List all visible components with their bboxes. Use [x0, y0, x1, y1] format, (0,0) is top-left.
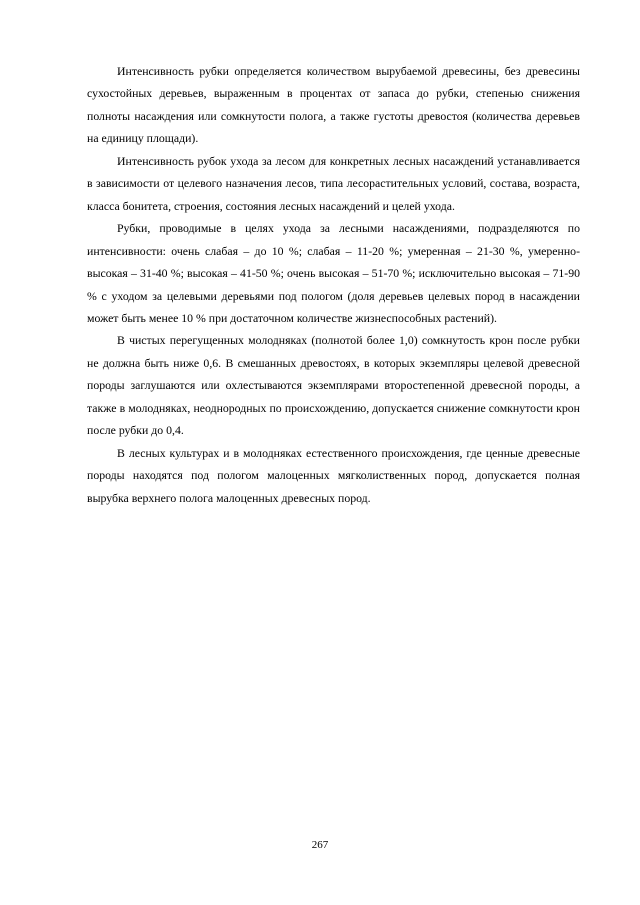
page-body [87, 60, 580, 509]
paragraph-forest-cultures: В лесных культурах и в молодняках естественного происхождения, где ценные древесные породы находятся под пологом малоценных мягколиственных пород, допускается полная вырубка верхнего полога малоценных древесных пород. [87, 445, 580, 505]
page-number: 267 [311, 839, 329, 851]
paragraph-cutting-intensity-definition: Интенсивность рубки определяется количеством вырубаемой древесины, без древесины сухостойных деревьев, выраженным в процентах от запаса до рубки, степенью снижения полноты насаждения или сомкнутости полога, а также густоты древостоя (количества деревьев на единицу площади). [87, 64, 580, 146]
paragraph-intensity-classes: Рубки, проводимые в целях ухода за лесными насаждениями, подразделяются по интенсивности: очень слабая – до 10 %; слабая – 11-20 %; умеренная – 21-30 %, умеренно-высокая – 31-40 %; высокая – 41-50 %; очень высокая – 51-70 %; исключительно высокая – 71-90 % с уходом за целевыми деревьями под пологом (доля деревьев целевых пород в насаждении может быть менее 10 % при достаточном количестве жизнеспособных растений). [87, 221, 580, 325]
paragraph-young-stands-canopy: В чистых перегущенных молодняках (полнотой более 1,0) сомкнутость крон после рубки не должна быть ниже 0,6. В смешанных древостоях, в которых экземпляры целевой древесной породы заглушаются или охлестываются экземплярами второстепенной древесной породы, а также в молодняках, неоднородных по происхождению, допускается снижение сомкнутости крон после рубки до 0,4. [87, 333, 580, 438]
paragraph-intensity-determination: Интенсивность рубок ухода за лесом для конкретных лесных насаждений устанавливается в зависимости от целевого назначения лесов, типа лесорастительных условий, состава, возраста, класса бонитета, строения, состояния лесных насаждений и целей ухода. [87, 153, 580, 213]
